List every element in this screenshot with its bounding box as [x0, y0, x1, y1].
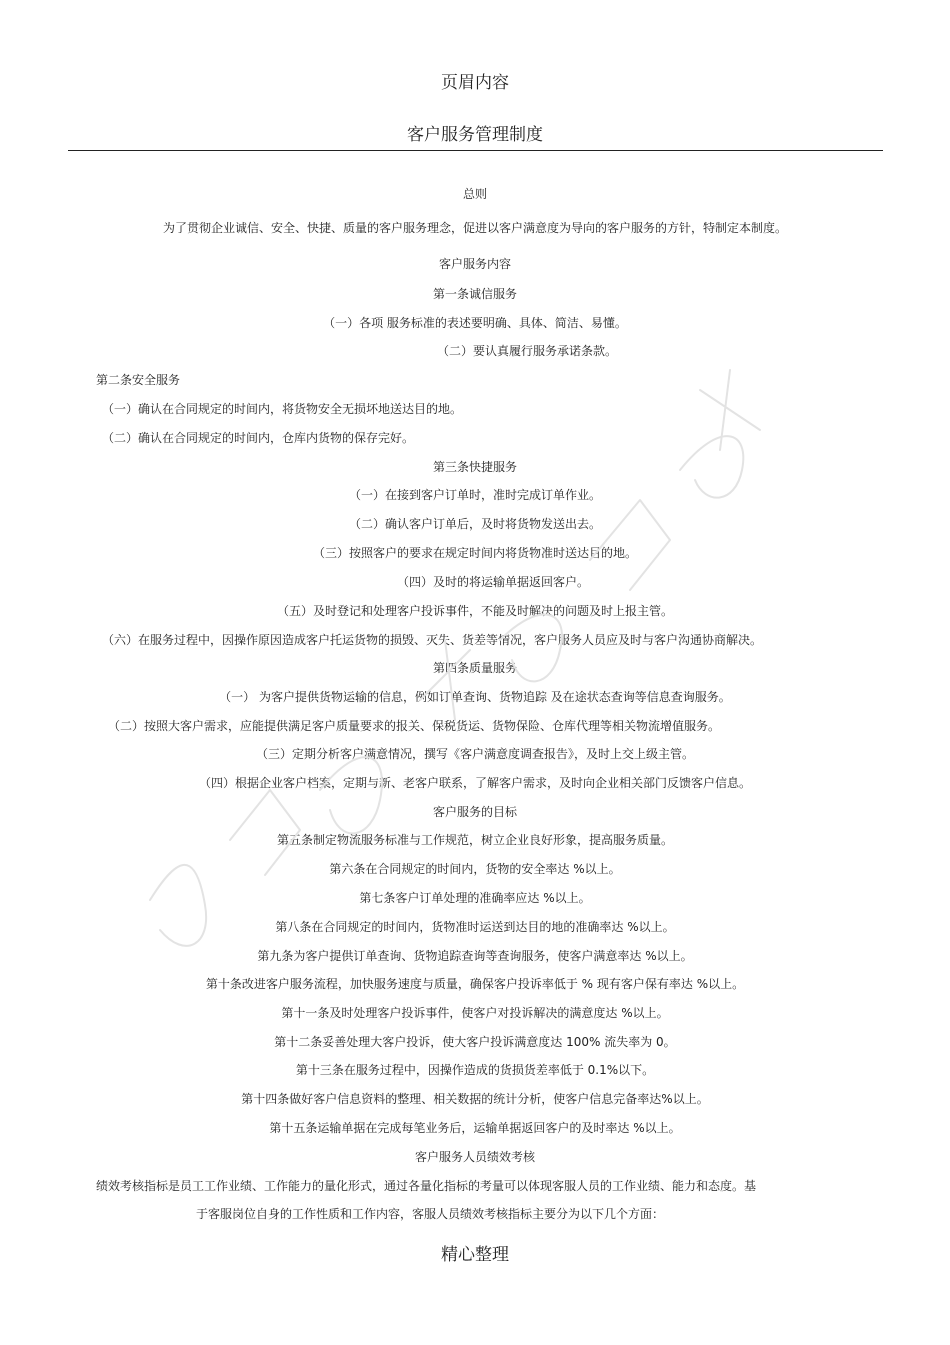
- body-line: 第十二条妥善处理大客户投诉，使大客户投诉满意度达 100% 流失率为 0。: [274, 1035, 676, 1049]
- body-line: （一）在接到客户订单时，准时完成订单作业。: [348, 488, 601, 502]
- body-line: 第一条诚信服务: [432, 287, 517, 301]
- body-line: 客户服务的目标: [432, 805, 517, 819]
- body-line: （三）按照客户的要求在规定时间内将货物准时送达目的地。: [312, 546, 637, 560]
- title-divider: [68, 150, 883, 151]
- body-line: （二）确认客户订单后，及时将货物发送出去。: [348, 517, 601, 531]
- body-line: （五）及时登记和处理客户投诉事件，不能及时解决的问题及时上报主管。: [276, 604, 673, 618]
- body-line: （四）根据企业客户档案，定期与新、老客户联系，了解客户需求，及时向企业相关部门反馈客户信息。: [198, 776, 751, 790]
- body-line: （四）及时的将运输单据返回客户。: [396, 575, 589, 589]
- body-line: 第十三条在服务过程中，因操作造成的货损货差率低于 0.1%以下。: [295, 1063, 655, 1077]
- body-line: 客户服务人员绩效考核: [414, 1150, 535, 1164]
- page-footer: 精心整理: [441, 1245, 509, 1265]
- body-line: 第七条客户订单处理的准确率应达 %以上。: [359, 891, 591, 905]
- body-line: （二）确认在合同规定的时间内，仓库内货物的保存完好。: [102, 431, 415, 445]
- body-line: 总则: [462, 187, 487, 201]
- body-line: 第五条制定物流服务标准与工作规范，树立企业良好形象，提高服务质量。: [276, 833, 673, 847]
- page-header: 页眉内容: [441, 73, 509, 93]
- body-line: 客户服务内容: [438, 257, 511, 271]
- body-line: 第九条为客户提供订单查询、货物追踪查询等查询服务，使客户满意率达 %以上。: [257, 949, 693, 963]
- body-line: （一） 为客户提供货物运输的信息，例如订单查询、货物追踪 及在途状态查询等信息查询服务。: [219, 690, 731, 704]
- body-line: 绩效考核指标是员工工作业绩、工作能力的量化形式，通过各量化指标的考量可以体现客服人员的工作业绩、能力和态度。基: [96, 1179, 757, 1193]
- body-line: 第六条在合同规定的时间内，货物的安全率达 %以上。: [329, 862, 621, 876]
- body-line: 第三条快捷服务: [432, 460, 517, 474]
- body-line: （一）确认在合同规定的时间内，将货物安全无损坏地送达目的地。: [102, 402, 463, 416]
- body-line: 第十五条运输单据在完成每笔业务后，运输单据返回客户的及时率达 %以上。: [269, 1121, 681, 1135]
- body-line: 第十一条及时处理客户投诉事件，使客户对投诉解决的满意度达 %以上。: [281, 1006, 669, 1020]
- body-line: 第四条质量服务: [432, 661, 517, 675]
- body-line: （二）按照大客户需求，应能提供满足客户质量要求的报关、保税货运、货物保险、仓库代理等相关物流增值服务。: [108, 719, 721, 733]
- body-line: （一）各项 服务标准的表述要明确、具体、简洁、易懂。: [323, 316, 627, 330]
- body-line: 第八条在合同规定的时间内，货物准时运送到达目的地的准确率达 %以上。: [275, 920, 675, 934]
- body-line: 第十条改进客户服务流程，加快服务速度与质量，确保客户投诉率低于 % 现有客户保有率达 %以上。: [205, 977, 745, 991]
- body-line: 第十四条做好客户信息资料的整理、相关数据的统计分析，使客户信息完备率达%以上。: [241, 1092, 709, 1106]
- body-line: （六）在服务过程中，因操作原因造成客户托运货物的损毁、灭失、货差等情况，客户服务人员应及时与客户沟通协商解决。: [102, 633, 763, 647]
- body-line: 于客服岗位自身的工作性质和工作内容，客服人员绩效考核指标主要分为以下几个方面：: [196, 1207, 665, 1221]
- body-line: （二）要认真履行服务承诺条款。: [436, 344, 617, 358]
- document-title: 客户服务管理制度: [407, 125, 543, 145]
- body-line: （三）定期分析客户满意情况，撰写《客户满意度调查报告》，及时上交上级主管。: [255, 747, 694, 761]
- body-line: 第二条安全服务: [96, 373, 181, 387]
- body-line: 为了贯彻企业诚信、安全、快捷、质量的客户服务理念，促进以客户满意度为导向的客户服务的方针，特制定本制度。: [162, 221, 787, 235]
